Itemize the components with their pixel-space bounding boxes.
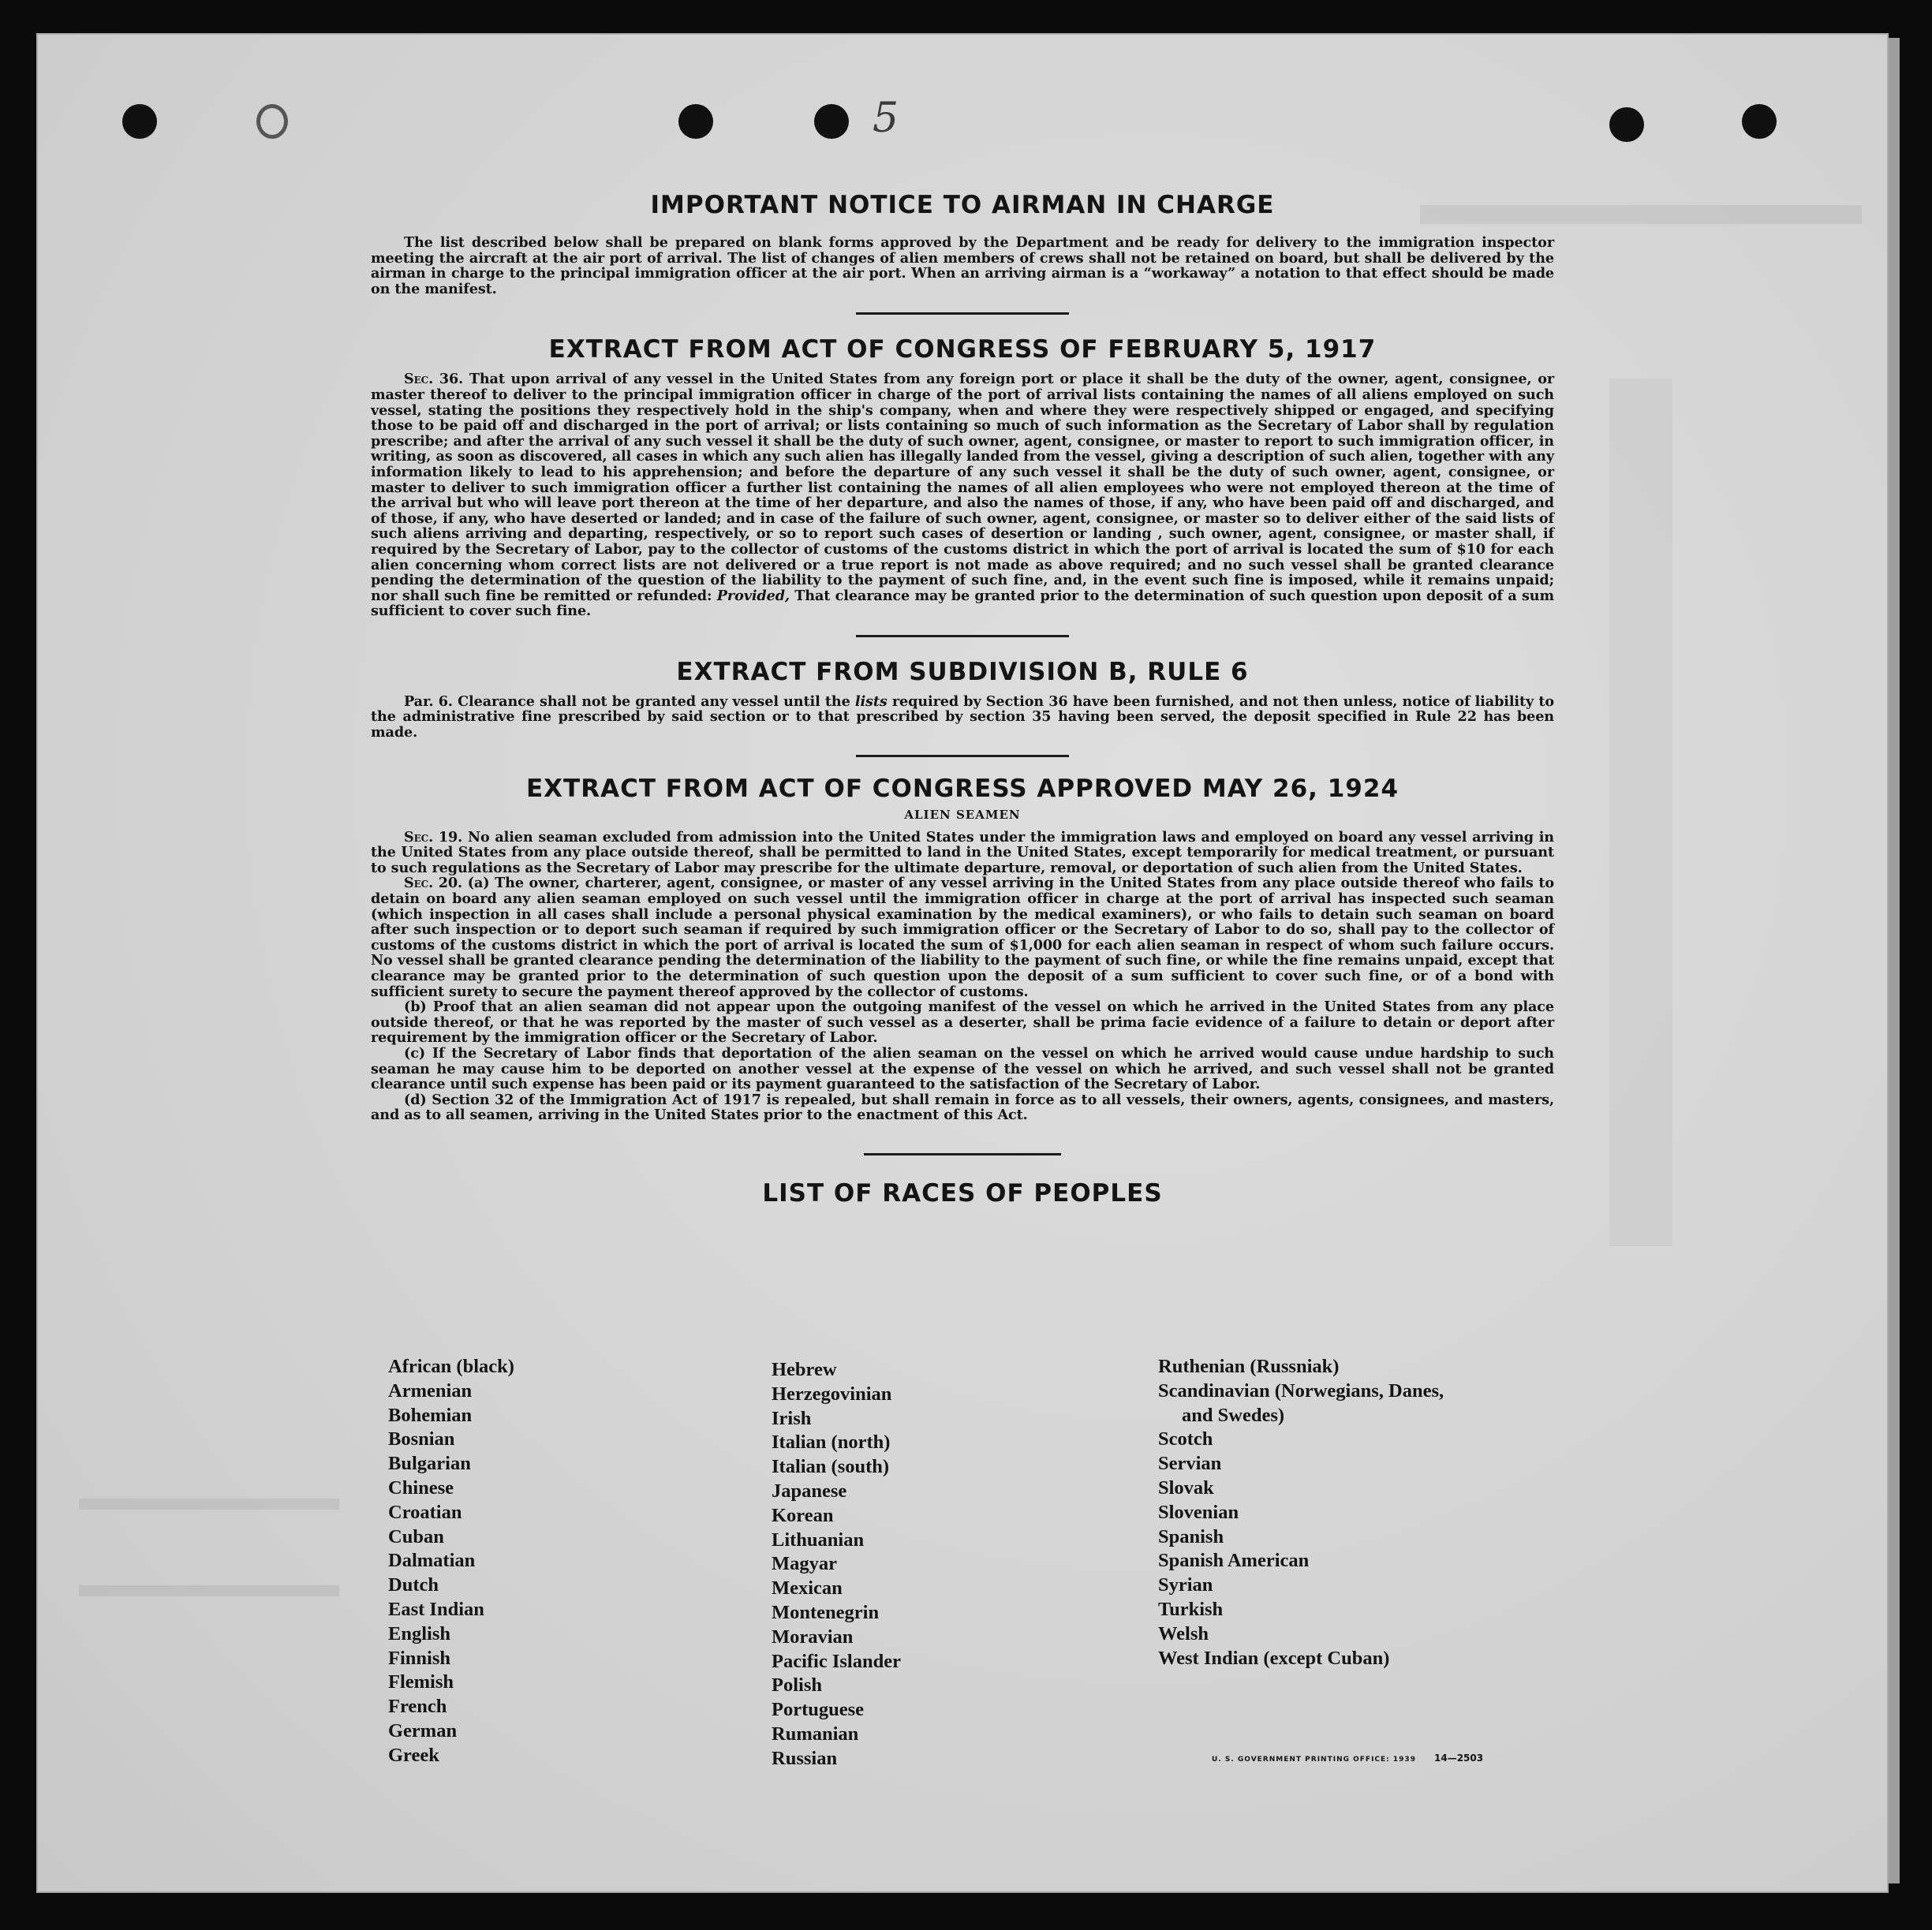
sec-19-label: Sec. 19. bbox=[404, 828, 463, 846]
notice-title: IMPORTANT NOTICE TO AIRMAN IN CHARGE bbox=[650, 191, 1275, 219]
race-item: Croatian bbox=[388, 1501, 462, 1523]
race-item: Italian (north) bbox=[772, 1432, 891, 1454]
race-item: Armenian bbox=[388, 1379, 473, 1402]
sec-36-text-end: That clearance may be granted prior to the determination of such question upon deposit of a sum sufficient to cover such fine. bbox=[371, 587, 1555, 620]
race-item: Servian bbox=[1158, 1453, 1222, 1475]
provided-word: Provided, bbox=[716, 587, 790, 604]
section-divider bbox=[856, 635, 1069, 637]
section-divider bbox=[864, 1153, 1061, 1155]
race-item: Slovenian bbox=[1158, 1501, 1239, 1523]
sec-20c-body: (c) If the Secretary of Labor finds that deportation of the alien seaman on the vessel on which he arrived would cause undue hardship to such seaman he may cause him to be deported on another vessel at the expense of the vessel on which he arrived, and such vessel shall not be granted clearance until such expense has been paid or its payment guaranteed to the satisfaction of the Secretary of Labor. bbox=[371, 1044, 1554, 1093]
race-item: Pacific Islander bbox=[772, 1650, 901, 1672]
race-item: Dalmatian bbox=[388, 1550, 476, 1572]
race-item: Moravian bbox=[772, 1626, 854, 1648]
race-item: African (black) bbox=[388, 1356, 514, 1377]
races-column-3 bbox=[1158, 1355, 1444, 1671]
rule-6-title: EXTRACT FROM SUBDIVISION B, RULE 6 bbox=[676, 657, 1249, 686]
race-item: Mexican bbox=[772, 1577, 843, 1600]
race-item: French bbox=[388, 1696, 447, 1718]
sec-20-label: Sec. 20. bbox=[404, 875, 463, 892]
race-item: Hebrew bbox=[772, 1359, 837, 1380]
act-1917-body bbox=[371, 371, 1554, 619]
par-6-text-end: required by Section 36 have been furnished, and not then unless, notice of liability to the administrative fine prescribed by said section or to that prescribed by section 35 having been served, the deposit specified in Rule 22 has been made. bbox=[371, 692, 1555, 741]
race-item: Japanese bbox=[772, 1480, 847, 1502]
race-item: Cuban bbox=[388, 1525, 444, 1547]
alien-seamen-subtitle: ALIEN SEAMEN bbox=[904, 807, 1021, 822]
race-item: German bbox=[388, 1719, 458, 1741]
race-item: Montenegrin bbox=[772, 1601, 880, 1623]
races-column-2 bbox=[772, 1358, 901, 1771]
par-6-label: Par. 6. bbox=[404, 692, 453, 710]
handwritten-page-number: 5 bbox=[873, 95, 899, 142]
race-item: Russian bbox=[772, 1747, 838, 1769]
notice-body: The list described below shall be prepared on blank forms approved by the Department and be ready for delivery to the immigration inspector meeting the aircraft at the air port of arrival. The list of changes of alien members of crews shall not be retained on board, but shall be delivered by the airman in charge to the principal immigration officer at the air port. When an arriving airman is a “workaway” a notation to that effect should be made on the manifest. bbox=[371, 234, 1554, 297]
race-item: West Indian (except Cuban) bbox=[1158, 1647, 1390, 1669]
race-item: Chinese bbox=[388, 1476, 454, 1499]
race-item: Bulgarian bbox=[388, 1453, 471, 1475]
sec-19-body bbox=[371, 830, 1554, 876]
races-column-1 bbox=[388, 1355, 514, 1768]
act-1917-title: EXTRACT FROM ACT OF CONGRESS OF FEBRUARY 5, 1917 bbox=[548, 335, 1377, 364]
race-item: Syrian bbox=[1158, 1574, 1213, 1596]
bleed-through-text bbox=[79, 1585, 339, 1596]
sec-19-text: No alien seaman excluded from admission into the United States under the immigration laws and employed on board any vessel arriving in the United States from any place outside thereof, shall be permitted to land in the United States, except temporarily for medical treatment, or pursuant to such regulations as the Secretary of Labor may prescribe for the ultimate departure, removal, or deportation of such alien from the United States. bbox=[371, 828, 1554, 876]
race-item: Lithuanian bbox=[772, 1529, 865, 1551]
sec-20a-text: (a) The owner, charterer, agent, consignee, or master of any vessel arriving in the United States from any place outside thereof who fails to detain on board any alien seaman employed on such vessel until the immigration officer in charge at the port of arrival has inspected such seaman (which inspection in all cases shall include a personal physical examination by the medical examiners), or who fails to detain such seaman on board after such inspection or to deport such seaman if required by such immigration officer or the Secretary of Labor to do so, shall pay to the collector of customs of the customs district in which the port of arrival is located the sum of $1,000 for each alien seaman in respect of whom such failure occurs. No vessel shall be granted clearance pending the determination of the liability to the payment of such fine, or while the fine remains unpaid, except that clearance may be granted prior to the determination of such question upon the deposit of a sum sufficient to cover such fine, or of a bond with sufficient surety to secure the payment thereof approved by the collector of customs. bbox=[371, 875, 1555, 1000]
sec-20d-body: (d) Section 32 of the Immigration Act of 1917 is repealed, but shall remain in force as to all vessels, their owners, agents, consignees, and masters, and as to all seamen, arriving in the United States prior to the enactment of this Act. bbox=[371, 1091, 1554, 1124]
punch-hole-icon bbox=[814, 104, 849, 139]
race-item: Flemish bbox=[388, 1671, 454, 1693]
punch-hole-icon bbox=[256, 104, 288, 139]
race-item: Italian (south) bbox=[772, 1456, 890, 1478]
punch-hole-icon bbox=[1742, 104, 1777, 139]
sec-20a-body bbox=[371, 875, 1554, 999]
race-item: Turkish bbox=[1158, 1598, 1224, 1620]
race-item: Finnish bbox=[388, 1647, 450, 1669]
page-edge bbox=[1889, 38, 1900, 1883]
race-item: Welsh bbox=[1158, 1622, 1209, 1644]
race-item: Irish bbox=[772, 1407, 812, 1429]
race-item: and Swedes) bbox=[1182, 1404, 1285, 1426]
races-title: LIST OF RACES OF PEOPLES bbox=[762, 1178, 1163, 1208]
section-divider bbox=[856, 755, 1069, 757]
race-item: Spanish American bbox=[1158, 1550, 1310, 1572]
sec-36-label: Sec. 36. bbox=[404, 371, 464, 388]
race-item: Polish bbox=[772, 1674, 822, 1697]
race-item: Dutch bbox=[388, 1574, 439, 1596]
document-body bbox=[371, 181, 1554, 1208]
form-number: 14—2503 bbox=[1434, 1753, 1484, 1764]
punch-hole-icon bbox=[122, 104, 157, 139]
punch-hole-icon bbox=[678, 104, 713, 139]
race-item: Portuguese bbox=[772, 1699, 865, 1721]
race-item: Bohemian bbox=[388, 1404, 473, 1426]
lists-word: lists bbox=[854, 692, 888, 710]
race-item: Greek bbox=[388, 1744, 439, 1766]
race-item: Scandinavian (Norwegians, Danes, bbox=[1158, 1379, 1444, 1402]
sec-20b-body: (b) Proof that an alien seaman did not appear upon the outgoing manifest of the vessel on which he arrived in the United States from any place outside thereof, or that he was reported by the master of such vessel as a deserter, shall be prima facie evidence of a failure to detain or deport after requirement by the immigration officer or the Secretary of Labor. bbox=[371, 999, 1554, 1047]
punch-hole-icon bbox=[1609, 107, 1644, 142]
race-item: Herzegovinian bbox=[772, 1383, 892, 1405]
race-item: Spanish bbox=[1158, 1525, 1224, 1547]
race-item: East Indian bbox=[388, 1598, 484, 1620]
race-item: English bbox=[388, 1622, 450, 1644]
rule-6-body bbox=[371, 694, 1554, 741]
act-1924-title: EXTRACT FROM ACT OF CONGRESS APPROVED MAY 26, 1924 bbox=[525, 774, 1399, 803]
race-item: Korean bbox=[772, 1504, 834, 1526]
printer-imprint: U. S. GOVERNMENT PRINTING OFFICE: 1939 bbox=[1212, 1756, 1416, 1764]
bleed-through-text bbox=[1609, 379, 1672, 1246]
race-item: Rumanian bbox=[772, 1723, 859, 1745]
race-item: Ruthenian (Russniak) bbox=[1158, 1356, 1340, 1377]
race-item: Scotch bbox=[1158, 1428, 1213, 1450]
bleed-through-text bbox=[79, 1499, 339, 1510]
race-item: Bosnian bbox=[388, 1428, 455, 1450]
par-6-text: Clearance shall not be granted any vessel until the bbox=[458, 692, 850, 710]
race-item: Magyar bbox=[772, 1553, 837, 1575]
race-item: Slovak bbox=[1158, 1476, 1214, 1499]
sec-36-text: That upon arrival of any vessel in the United States from any foreign port or place it shall be the duty of the owner, agent, consignee, or master thereof to deliver to the principal immigration officer in charge of the port of arrival lists containing the names of all aliens employed on such vessel, stating the positions they respectively hold in the ship's company, when and where they were respectively shipped or engaged, and specifying those to be paid off and discharged in the port of arrival; or lists containing so much of such information as the Secretary of Labor shall by regulation prescribe; and after the arrival of any such vessel it shall be the duty of such owner, agent, consignee, or master to report to such immigration officer, in writing, as soon as discovered, all cases in which any such alien has illegally landed from the vessel, giving a description of such alien, together with any information likely to lead to his apprehension; and before the departure of any such vessel it shall be the duty of such owner, agent, consignee, or master to deliver to such immigration officer a further list containing the names of all alien employees who were not employed thereon at the time of the arrival but who will leave port thereon at the time of her departure, and also the names of those, if any, who have been paid off and discharged, and of those, if any, who have deserted or landed; and in case of the failure of such owner, agent, consignee, or master so to deliver either of the said lists of such aliens arriving and departing, respectively, or so to report such cases of desertion or landing , such owner, agent, consignee, or master shall, if required by the Secretary of Labor, pay to the collector of customs of the customs district in which the port of arrival is located the sum of $10 for each alien concerning whom correct lists are not delivered or a true report is not made as above required; and no such vessel shall be granted clearance pending the determination of the question of the liability to the payment of such fine, and, in the event such fine is imposed, while it remains unpaid; nor shall such fine be remitted or refunded: bbox=[371, 371, 1554, 604]
section-divider bbox=[856, 312, 1069, 315]
